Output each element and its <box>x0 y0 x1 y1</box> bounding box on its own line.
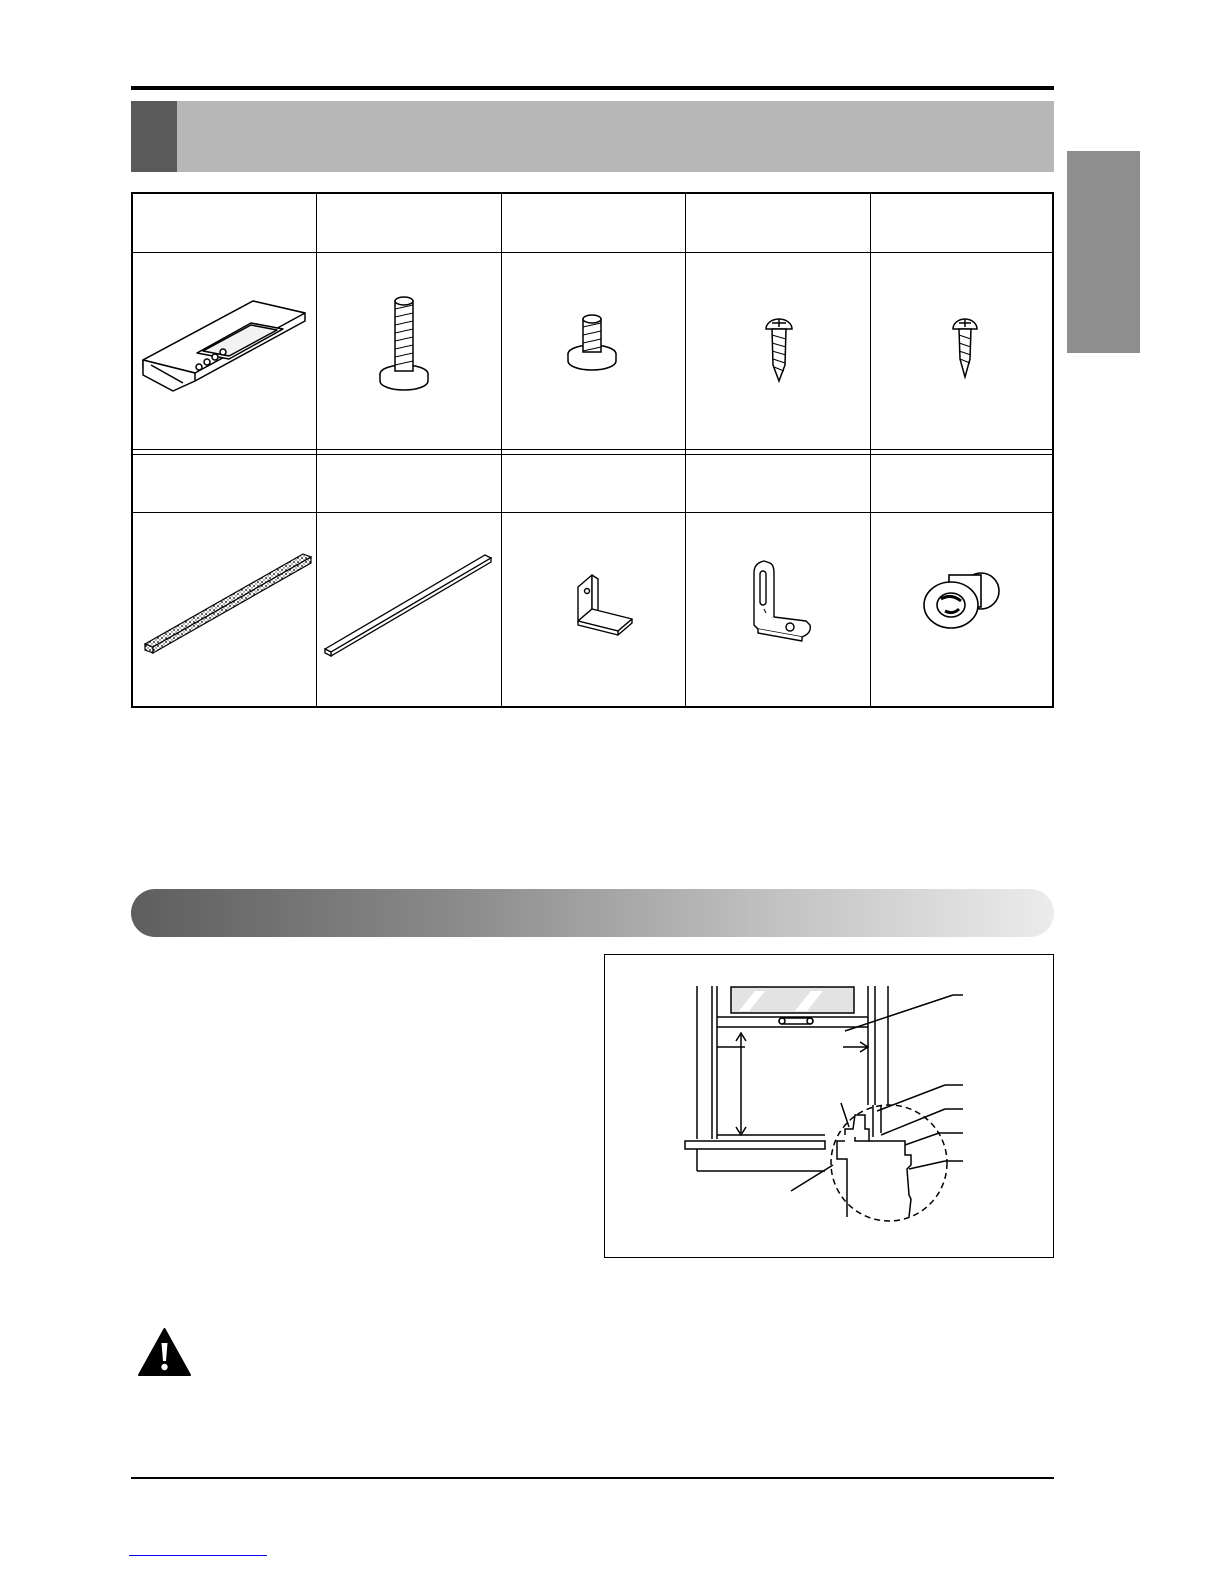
short-wood-screw-icon <box>871 253 1054 449</box>
parts-table <box>131 192 1054 708</box>
warning-triangle-icon <box>137 1327 192 1377</box>
footer-rule <box>131 1477 1054 1479</box>
small-angle-bracket-icon <box>502 513 685 706</box>
table-divider <box>133 454 1052 455</box>
installation-figure <box>604 954 1054 1258</box>
long-bolt-icon <box>317 253 501 449</box>
tray-bracket-icon <box>133 253 316 449</box>
table-divider <box>133 449 1052 450</box>
section-marker <box>131 101 177 172</box>
slotted-angle-bracket-icon <box>686 513 870 706</box>
wood-screw-icon <box>686 253 870 449</box>
side-tab <box>1067 151 1140 353</box>
window-installation-diagram-icon <box>605 955 1053 1257</box>
section-title-bar <box>131 101 1054 172</box>
seal-strip-icon <box>317 513 501 706</box>
subsection-title-bar <box>131 889 1054 937</box>
footer-link[interactable] <box>129 1554 267 1556</box>
header-rule <box>131 86 1054 90</box>
foam-strip-icon <box>133 513 316 706</box>
window-lock-icon <box>871 513 1054 706</box>
short-bolt-icon <box>502 253 685 449</box>
